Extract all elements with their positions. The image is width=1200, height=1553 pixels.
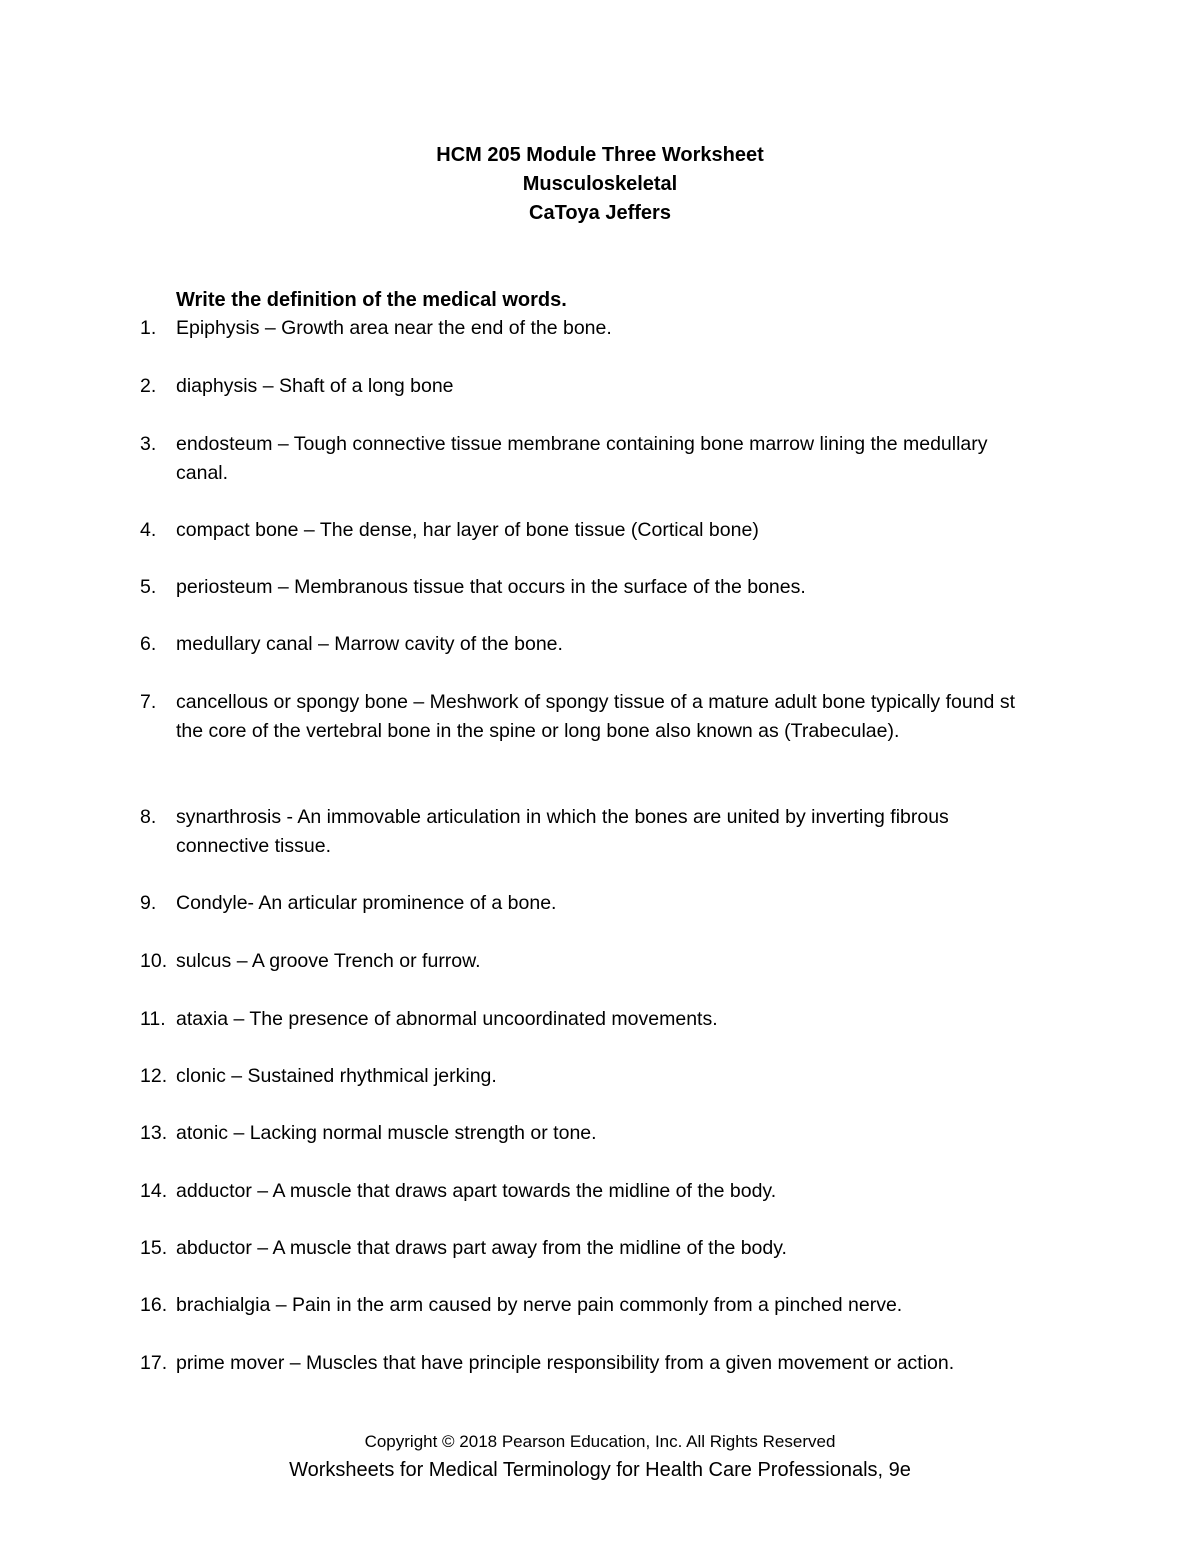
item-definition: ataxia – The presence of abnormal uncoordinated movements. <box>176 1008 718 1030</box>
item-definition: clonic – Sustained rhythmical jerking. <box>176 1065 497 1087</box>
list-item <box>140 516 1020 545</box>
item-number: 17. <box>140 1352 168 1374</box>
book-title-footer: Worksheets for Medical Terminology for Health Care Professionals, 9e <box>289 1459 911 1481</box>
item-number: 2. <box>140 375 157 397</box>
item-definition: medullary canal – Marrow cavity of the bone. <box>176 633 563 655</box>
list-item <box>140 1062 1020 1091</box>
item-definition: diaphysis – Shaft of a long bone <box>176 375 454 397</box>
item-number: 5. <box>140 576 157 598</box>
item-number: 8. <box>140 806 157 828</box>
list-item <box>140 947 1020 976</box>
item-number: 15. <box>140 1237 168 1259</box>
list-item <box>140 688 1020 746</box>
item-number: 3. <box>140 433 157 455</box>
list-item <box>140 1234 1020 1263</box>
item-definition: prime mover – Muscles that have principle responsibility from a given movement or action. <box>176 1352 955 1374</box>
list-item <box>140 430 1020 488</box>
item-number: 11. <box>140 1008 166 1030</box>
instruction-heading: Write the definition of the medical words. <box>176 289 567 311</box>
list-item <box>140 630 1020 659</box>
course-title: HCM 205 Module Three Worksheet <box>436 144 764 166</box>
copyright-footer: Copyright © 2018 Pearson Education, Inc. All Rights Reserved <box>364 1432 836 1451</box>
item-definition: Condyle- An articular prominence of a bone. <box>176 892 557 914</box>
item-definition: compact bone – The dense, har layer of bone tissue (Cortical bone) <box>176 519 759 541</box>
item-number: 16. <box>140 1294 168 1316</box>
item-definition: brachialgia – Pain in the arm caused by nerve pain commonly from a pinched nerve. <box>176 1294 903 1316</box>
list-item <box>140 372 1020 401</box>
student-name: CaToya Jeffers <box>529 202 671 224</box>
item-definition: cancellous or spongy bone – Meshwork of spongy tissue of a mature adult bone typically found st the core of the vertebral bone in the spine or long bone also known as (Trabeculae). <box>176 691 1015 742</box>
item-definition: adductor – A muscle that draws apart towards the midline of the body. <box>176 1180 777 1202</box>
item-definition: abductor – A muscle that draws part away from the midline of the body. <box>176 1237 787 1259</box>
list-item <box>140 803 1020 861</box>
list-item <box>140 1119 1020 1148</box>
list-item <box>140 1291 1020 1320</box>
list-item <box>140 1349 1020 1378</box>
item-definition: sulcus – A groove Trench or furrow. <box>176 950 481 972</box>
list-item <box>140 1005 1020 1034</box>
item-number: 13. <box>140 1122 168 1144</box>
item-definition: endosteum – Tough connective tissue membrane containing bone marrow lining the medullary canal. <box>176 433 988 484</box>
subject-title: Musculoskeletal <box>522 173 678 195</box>
item-definition: Epiphysis – Growth area near the end of the bone. <box>176 317 612 339</box>
item-number: 6. <box>140 633 157 655</box>
item-number: 12. <box>140 1065 168 1087</box>
item-number: 7. <box>140 691 157 713</box>
list-item <box>140 1177 1020 1206</box>
item-number: 4. <box>140 519 157 541</box>
item-definition: atonic – Lacking normal muscle strength or tone. <box>176 1122 597 1144</box>
list-item <box>140 573 1020 602</box>
item-definition: periosteum – Membranous tissue that occurs in the surface of the bones. <box>176 576 806 598</box>
list-item <box>140 314 1020 343</box>
list-item <box>140 889 1020 918</box>
item-number: 1. <box>140 317 157 339</box>
item-number: 10. <box>140 950 168 972</box>
item-definition: synarthrosis - An immovable articulation in which the bones are united by inverting fibrous connective tissue. <box>176 806 949 857</box>
item-number: 14. <box>140 1180 168 1202</box>
item-number: 9. <box>140 892 157 914</box>
